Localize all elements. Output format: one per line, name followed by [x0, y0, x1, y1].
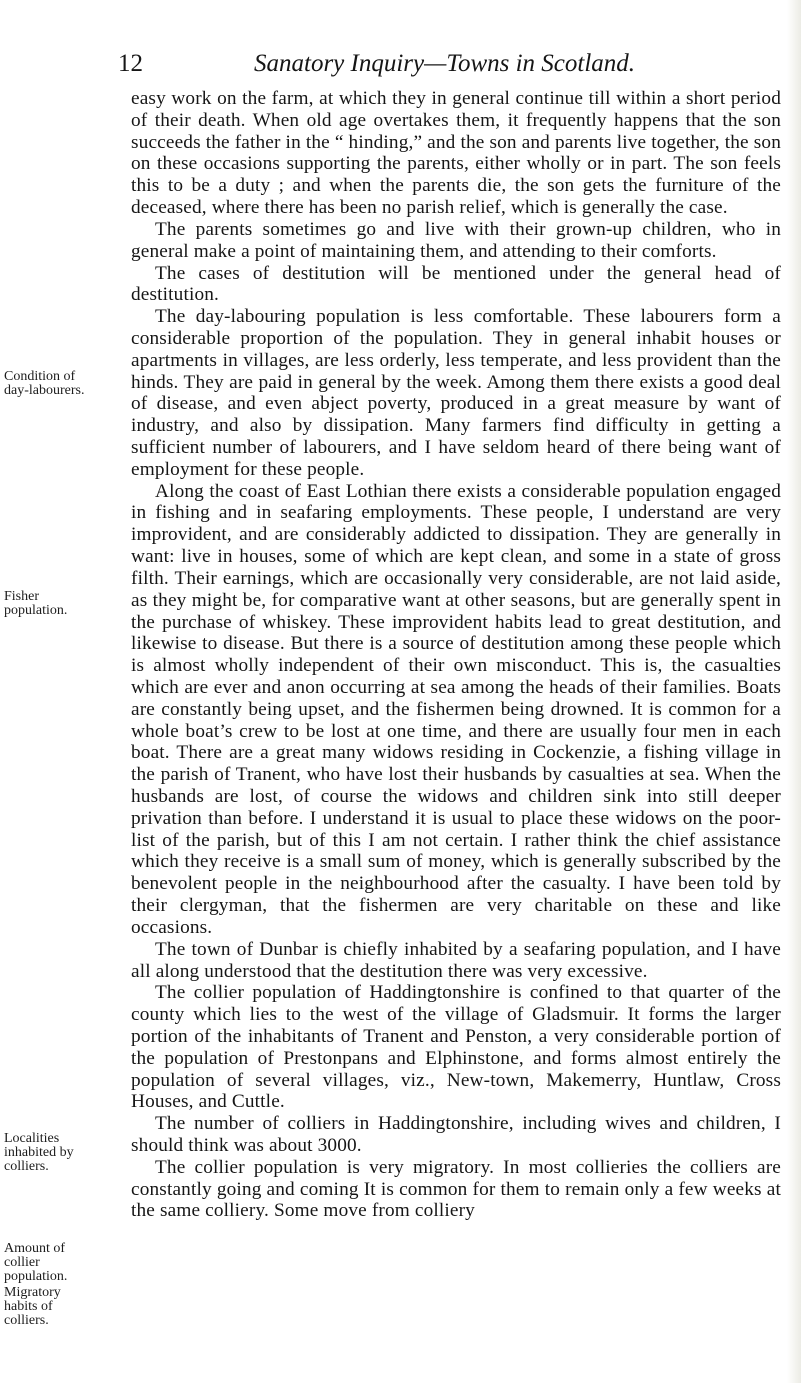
paragraph-collier-migration: The collier population is very migratory. In most collieries the colliers are constantly going and coming It is common for them to remain only a few weeks at the same colliery. Some move from colliery	[131, 1156, 781, 1222]
margin-note-collier-localities: Localities inhabited by colliers.	[4, 1131, 74, 1174]
body-text	[131, 88, 781, 1222]
margin-note-collier-migration: Migratory habits of colliers.	[4, 1285, 61, 1328]
margin-note-fisher-population: Fisher population.	[4, 589, 68, 618]
page-number: 12	[118, 50, 143, 77]
paragraph-dunbar: The town of Dunbar is chiefly inhabited by a seafaring population, and I have all along understood that the destitution there was very excessive.	[131, 938, 781, 982]
paragraph-hinding: easy work on the farm, at which they in general continue till within a short period of their death. When old age overtakes them, it frequently happens that the son succeeds the father in the “ hinding,” and the son and parents live together, the son on these occasions supporting the parents, either wholly or in part. The son feels this to be a duty ; and when the parents die, the son gets the furniture of the deceased, where there has been no parish relief, which is generally the case.	[131, 88, 781, 219]
paragraph-collier-localities: The collier population of Haddingtonshire is confined to that quarter of the county which lies to the west of the village of Gladsmuir. It forms the larger portion of the inhabitants of Tranent and Penston, a very considerable portion of the population of Prestonpans and Elphinstone, and forms almost entirely the population of several villages, viz., New-town, Makemerry, Huntlaw, Cross Houses, and Cuttle.	[131, 982, 781, 1113]
paragraph-fisher-population: Along the coast of East Lothian there exists a considerable population engaged in fishing and in seafaring employments. These people, I understand are very improvident, and are considerably addicted to dissipation. They are generally in want: live in houses, some of which are kept clean, and some in a state of gross filth. Their earnings, which are occasionally very considerable, are not laid aside, as they might be, for comparative want at other seasons, but are generally spent in the purchase of whiskey. These improvident habits lead to great destitution, and likewise to disease. But there is a source of destitution among these people which is almost wholly independent of their own misconduct. This is, the casualties which are ever and anon occurring at sea among the heads of their families. Boats are constantly being upset, and the fishermen being drowned. It is common for a whole boat’s crew to be lost at one time, and there are usually four men in each boat. There are a great many widows residing in Cockenzie, a fishing village in the parish of Tranent, who have lost their husbands by casualties at sea. When the husbands are lost, of course the widows and children sink into still deeper privation than before. I understand it is usual to place these widows on the poor-list of the parish, but of this I am not certain. I rather think the chief assistance which they receive is a small sum of money, which is generally subscribed by the benevolent people in the neighbourhood after the casualty. I have been told by their clergyman, that the fishermen are very charitable on these and like occasions.	[131, 480, 781, 938]
paragraph-destitution-note: The cases of destitution will be mentioned under the general head of destitution.	[131, 262, 781, 306]
page-header	[118, 50, 658, 86]
paragraph-collier-number: The number of colliers in Haddingtonshire, including wives and children, I should think was about 3000.	[131, 1113, 781, 1156]
page-edge-shadow	[787, 0, 801, 1383]
margin-note-day-labourers: Condition of day-labourers.	[4, 369, 85, 398]
paragraph-parents: The parents sometimes go and live with their grown-up children, who in general make a point of maintaining them, and attending to their comforts.	[131, 218, 781, 262]
paragraph-day-labourers: The day-labouring population is less comfortable. These labourers form a considerable proportion of the population. They in general inhabit houses or apartments in villages, are less orderly, less temperate, and less provident than the hinds. They are paid in general by the week. Among them there exists a good deal of disease, and even abject poverty, produced in a great measure by want of industry, and also by dissipation. Many farmers find difficulty in getting a sufficient number of labourers, and I have seldom heard of there being want of employment for these people.	[131, 306, 781, 480]
running-title: Sanatory Inquiry—Towns in Scotland.	[254, 50, 636, 77]
margin-note-collier-amount: Amount of collier population.	[4, 1241, 68, 1284]
